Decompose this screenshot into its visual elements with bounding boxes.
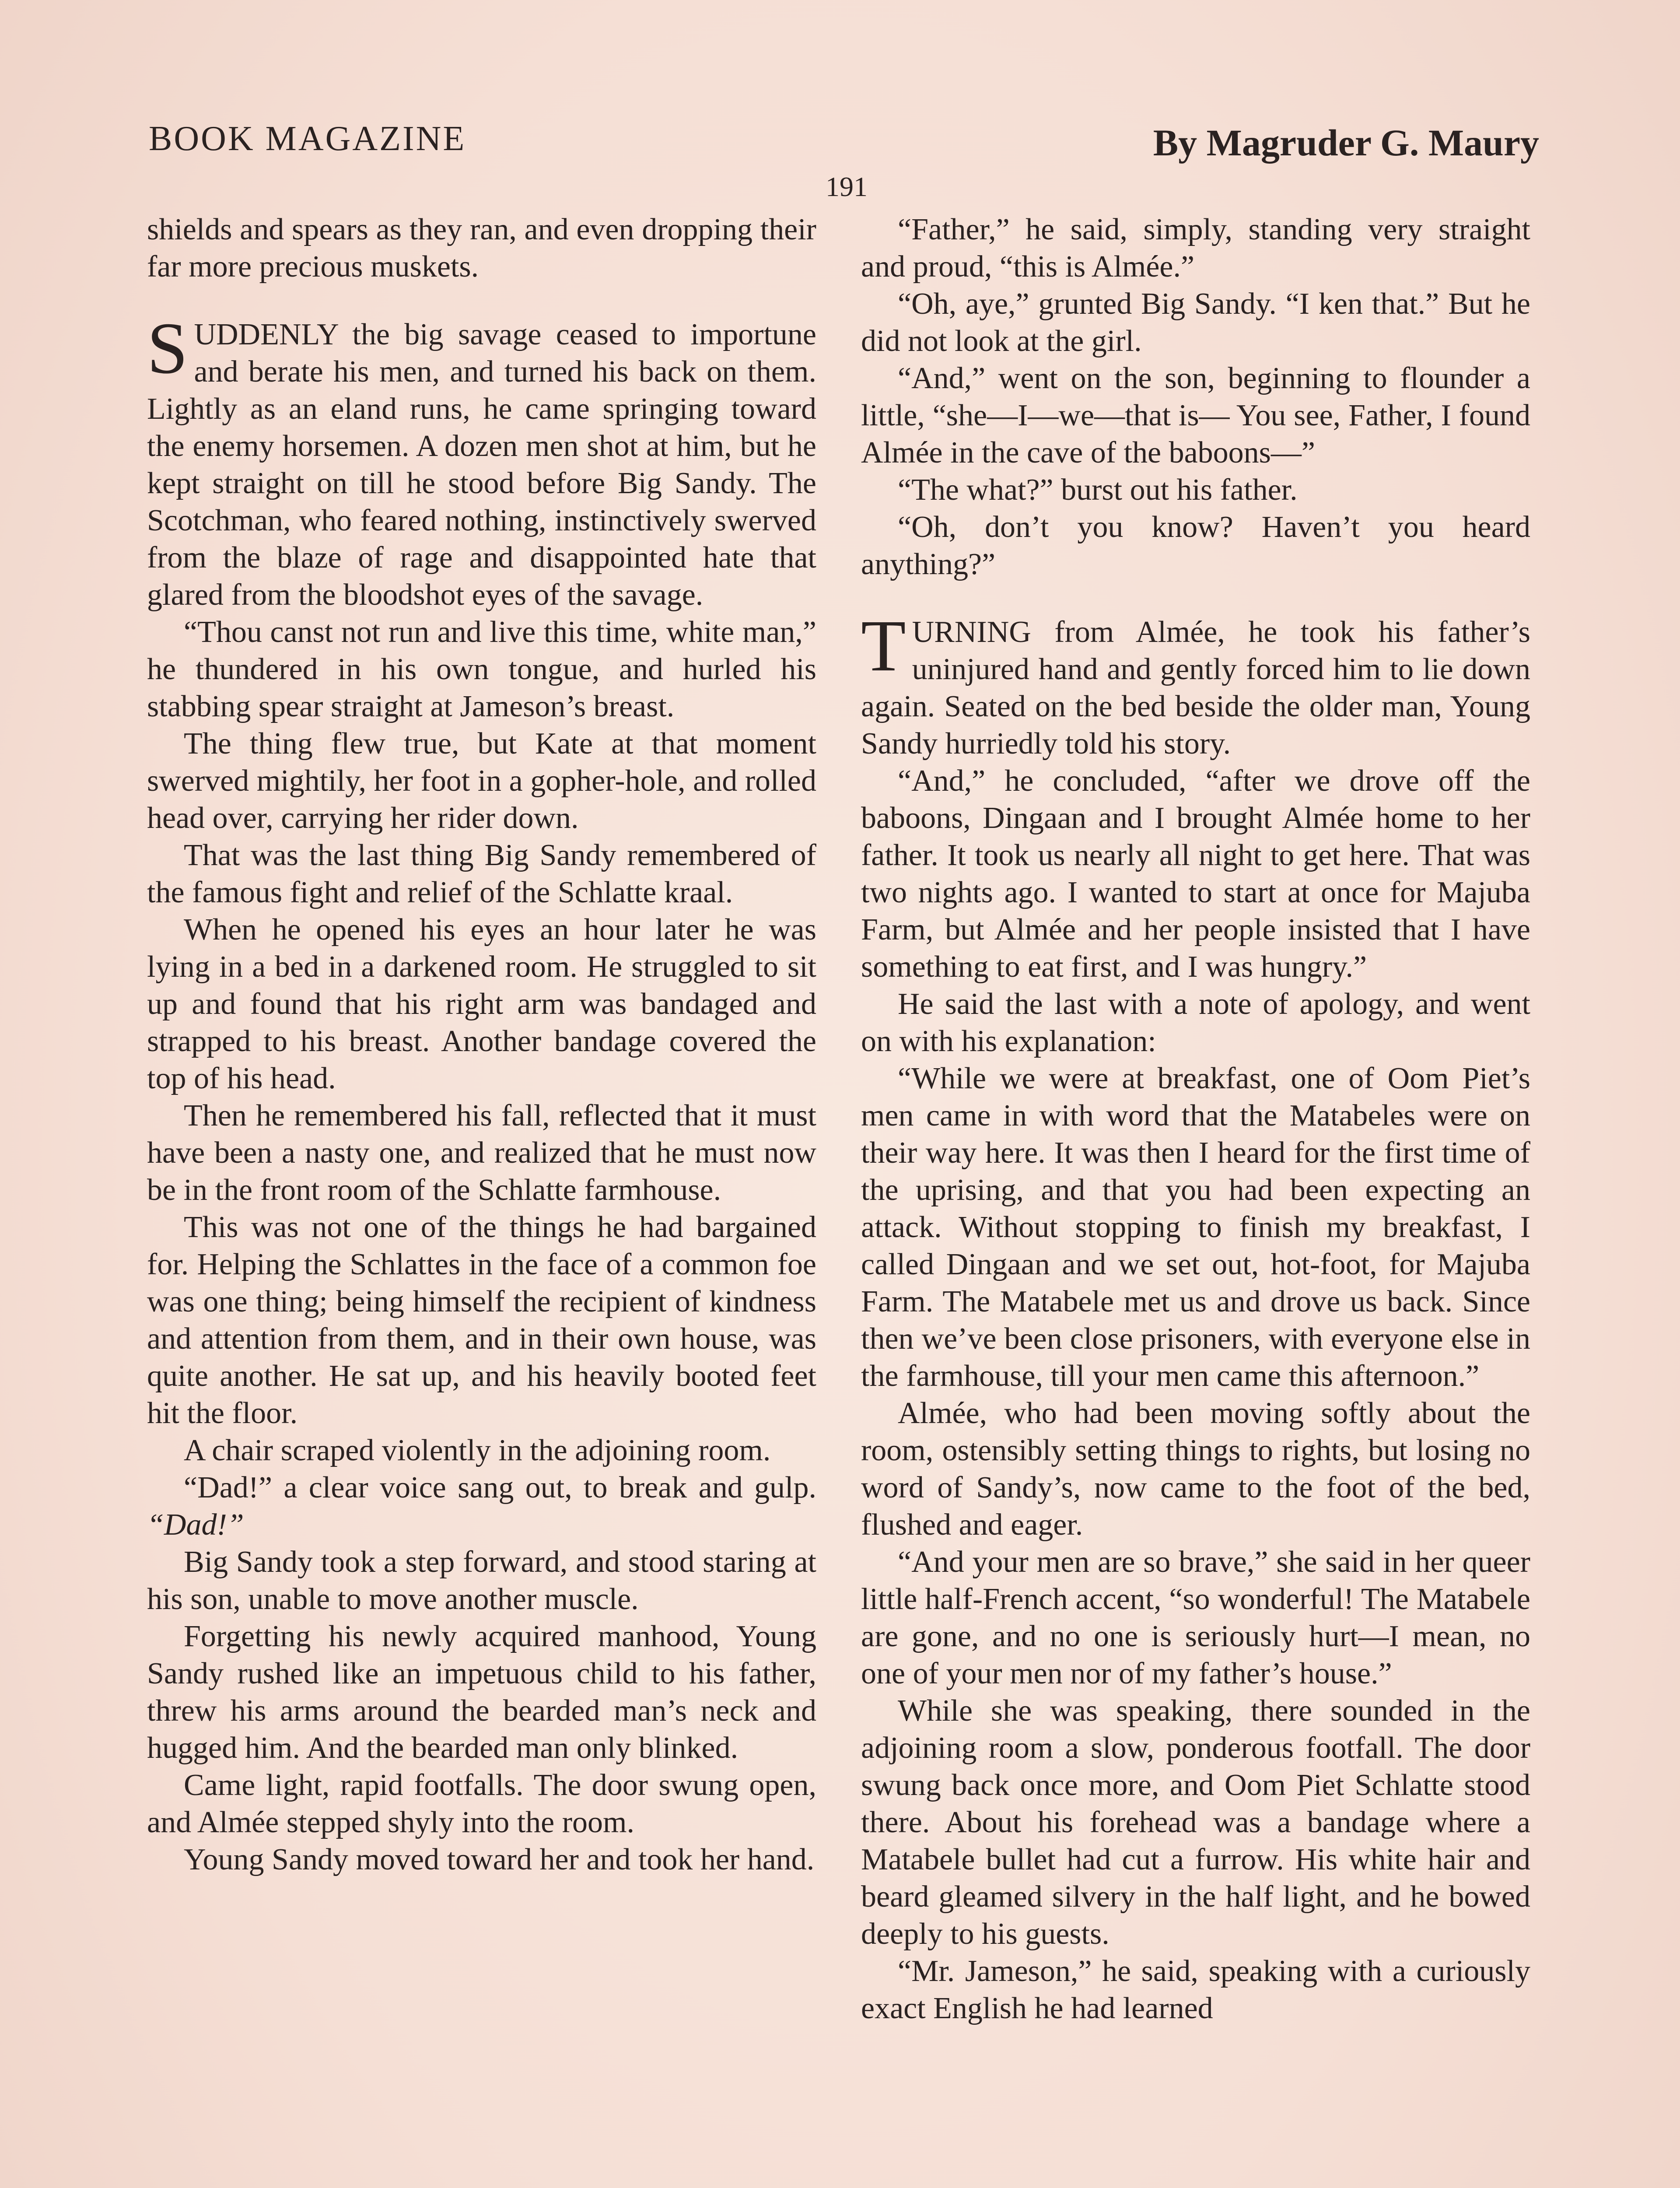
paragraph-text: “Dad!” a clear voice sang out, to break and gulp. bbox=[184, 1471, 816, 1504]
paragraph: “Oh, aye,” grunted Big Sandy. “I ken that.” But he did not look at the girl. bbox=[861, 287, 1530, 358]
paragraph: He said the last with a note of apology, and went on with his explanation: bbox=[861, 987, 1530, 1058]
paragraph bbox=[147, 1469, 816, 1543]
paragraph: Came light, rapid footfalls. The door swung open, and Almée stepped shyly into the room. bbox=[147, 1768, 816, 1839]
paragraph: “Mr. Jameson,” he said, speaking with a curiously exact English he had learned bbox=[861, 1954, 1530, 2025]
paragraph: “Oh, don’t you know? Haven’t you heard anything?” bbox=[861, 510, 1530, 581]
paragraph: Young Sandy moved toward her and took her hand. bbox=[184, 1843, 815, 1876]
page-number: 191 bbox=[826, 171, 868, 202]
paragraph: “The what?” burst out his father. bbox=[898, 473, 1298, 507]
paragraph: This was not one of the things he had bargained for. Helping the Schlattes in the face of a common foe was one thing; being himself the recipient of kindness and attention from them, and in their own house, was quite another. He sat up, and his heavily booted feet hit the floor. bbox=[147, 1210, 816, 1430]
paragraph: Then he remembered his fall, reflected that it must have been a nasty one, and realized that he must now be in the front room of the Schlatte farmhouse. bbox=[147, 1099, 816, 1207]
italic-dad: “Dad!” bbox=[147, 1508, 244, 1542]
paragraph: The thing flew true, but Kate at that moment swerved mightily, her foot in a gopher-hole, and rolled head over, carrying her rider down. bbox=[147, 727, 816, 835]
paragraph-text: UDDENLY the big savage ceased to importune and berate his men, and turned his back on them. Lightly as an eland runs, he came springing toward the enemy horsemen. A dozen men shot at him, but he kept straight on till he stood before Big Sandy. The Scotchman, who feared nothing, instinctively swerved from the blaze of rage and disappointed hate that glared from the bloodshot eyes of the savage. bbox=[147, 318, 816, 612]
paragraph: A chair scraped violently in the adjoining room. bbox=[184, 1434, 771, 1467]
author-byline: By Magruder G. Maury bbox=[1153, 122, 1539, 164]
drop-cap: S bbox=[147, 308, 188, 389]
paragraph: shields and spears as they ran, and even dropping their far more precious muskets. bbox=[147, 213, 816, 284]
paragraph: Almée, who had been moving softly about the room, ostensibly setting things to rights, but losing no word of Sandy’s, now came to the foot of the bed, flushed and eager. bbox=[861, 1396, 1530, 1542]
paragraph: “Father,” he said, simply, standing very straight and proud, “this is Almée.” bbox=[861, 213, 1530, 284]
left-column bbox=[147, 211, 816, 1878]
section-paragraph bbox=[147, 308, 816, 614]
paragraph: “And,” went on the son, beginning to flounder a little, “she—I—we—that is— You see, Father, I found Almée in the cave of the baboons—” bbox=[861, 361, 1530, 470]
paragraph-text: URNING from Almée, he took his father’s uninjured hand and gently forced him to lie down again. Seated on the bed beside the older man, Young Sandy hurriedly told his story. bbox=[861, 615, 1530, 761]
drop-cap: T bbox=[861, 605, 906, 687]
magazine-title: BOOK MAGAZINE bbox=[149, 119, 466, 158]
paragraph: Big Sandy took a step forward, and stood staring at his son, unable to move another muscle. bbox=[147, 1545, 816, 1616]
paragraph: “Thou canst not run and live this time, white man,” he thundered in his own tongue, and hurled his stabbing spear straight at Jameson’s breast. bbox=[147, 615, 816, 723]
paragraph: That was the last thing Big Sandy remembered of the famous fight and relief of the Schlatte kraal. bbox=[147, 838, 816, 909]
paragraph: When he opened his eyes an hour later he was lying in a bed in a darkened room. He struggled to sit up and found that his right arm was bandaged and strapped to his breast. Another bandage covered the top of his head. bbox=[147, 913, 816, 1095]
paragraph: “While we were at breakfast, one of Oom Piet’s men came in with word that the Matabeles were on their way here. It was then I heard for the first time of the uprising, and that you had been expecting an attack. Without stopping to finish my breakfast, I called Dingaan and we set out, hot-foot, for Majuba Farm. The Matabele met us and drove us back. Since then we’ve been close prisoners, with everyone else in the farmhouse, till your men came this afternoon.” bbox=[861, 1062, 1530, 1393]
section-paragraph bbox=[861, 605, 1530, 762]
paragraph: “And your men are so brave,” she said in her queer little half-French accent, “so wonderful! The Matabele are gone, and no one is seriously hurt—I mean, no one of your men nor of my father’s house.” bbox=[861, 1545, 1530, 1690]
right-column bbox=[861, 211, 1530, 2027]
paragraph: While she was speaking, there sounded in the adjoining room a slow, ponderous footfall. The door swung back once more, and Oom Piet Schlatte stood there. About his forehead was a bandage where a Matabele bullet had cut a furrow. His white hair and beard gleamed silvery in the half light, and he bowed deeply to his guests. bbox=[861, 1694, 1530, 1951]
paragraph: “And,” he concluded, “after we drove off the baboons, Dingaan and I brought Almée home to her father. It took us nearly all night to get here. That was two nights ago. I wanted to start at once for Majuba Farm, but Almée and her people insisted that I have something to eat first, and I was hungry.” bbox=[861, 764, 1530, 984]
paragraph: Forgetting his newly acquired manhood, Young Sandy rushed like an impetuous child to his father, threw his arms around the bearded man’s neck and hugged him. And the bearded man only blinked. bbox=[147, 1620, 816, 1765]
